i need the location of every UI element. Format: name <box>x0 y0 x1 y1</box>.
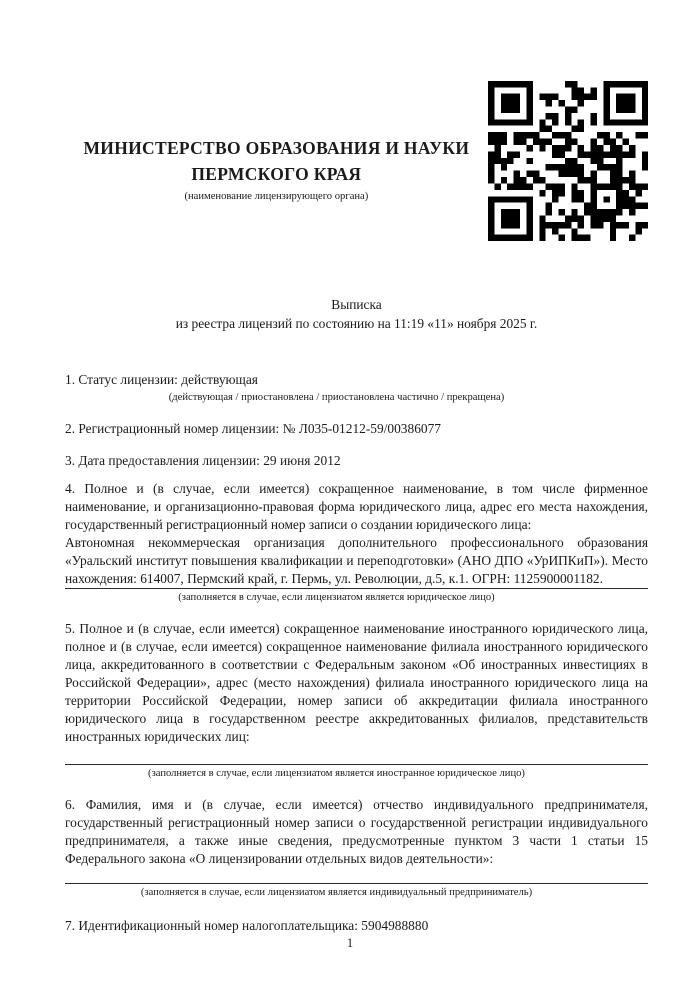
document-title <box>65 295 648 333</box>
foreign-entity-text: 5. Полное и (в случае, если имеется) сокращенное наименование иностранного юридического лица, полное и (в случае, если имеется) сокращенное наименование филиала иностранного юридического лица, аккредитованного в соответствии с Федеральным законом «Об иностранных инвестициях в Российской Федерации», адрес (место нахождения) филиала иностранного юридического лица на территории Российской Федерации, номер записи об аккредитации филиала иностранного юридического лица в государственном реестре аккредитованных филиалов, представительств иностранных юридических лиц: <box>65 621 648 744</box>
item-foreign-entity <box>65 620 648 781</box>
qr-code-icon <box>488 78 648 244</box>
foreign-entity-caption: (заполняется в случае, если лицензиатом является иностранное юридическое лицо) <box>148 768 525 779</box>
ministry-name-line2: ПЕРМСКОГО КРАЯ <box>191 164 362 184</box>
legal-entity-text: 4. Полное и (в случае, если имеется) сокращенное наименование, в том числе фирменное наименование, и организационно-правовая форма юридического лица, адрес его места нахождения, государственный регистрационный номер записи о создании юридического лица: <box>65 481 648 532</box>
item-license-status <box>65 371 648 405</box>
item-grant-date <box>65 452 648 470</box>
ministry-name-line1: МИНИСТЕРСТВО ОБРАЗОВАНИЯ И НАУКИ <box>83 138 470 158</box>
license-status-text: 1. Статус лицензии: действующая <box>65 372 258 387</box>
license-status-caption: (действующая / приостановлена / приостановлена частично / прекращена) <box>168 392 505 403</box>
legal-entity-caption: (заполняется в случае, если лицензиатом является юридическое лицо) <box>178 592 495 603</box>
individual-entrepreneur-text: 6. Фамилия, имя и (в случае, если имеется) отчество индивидуального предпринимателя, государственный регистрационный номер записи о государственной регистрации индивидуального предпринимателя, а также иные сведения, предусмотренные пунктом 3 части 1 статьи 15 Федерального закона «О лицензировании отдельных видов деятельности»: <box>65 797 648 866</box>
ministry-caption: (наименование лицензирующего органа) <box>184 191 369 202</box>
registration-number-text: 2. Регистрационный номер лицензии: № Л035-01212-59/00386077 <box>65 421 441 436</box>
item-taxpayer-number <box>65 917 648 935</box>
fill-line-legal-entity <box>65 588 648 589</box>
page-number: 1 <box>346 936 354 950</box>
individual-entrepreneur-caption: (заполняется в случае, если лицензиатом является индивидуальный предприниматель) <box>140 887 533 898</box>
legal-entity-value: Автономная некоммерческая организация дополнительного профессионального образования «Уральский институт повышения квалификации и переподготовки» (АНО ДПО «УрИПКиП»). Место нахождения: 614007, Пермский край, г. Пермь, ул. Революции, д.5, к.1. ОГРН: 1125900001182. <box>65 535 648 586</box>
taxpayer-number-text: 7. Идентификационный номер налогоплательщика: 5904988880 <box>65 918 429 933</box>
document-title-line1: Выписка <box>331 297 382 312</box>
fill-line-individual <box>65 883 648 884</box>
item-registration-number <box>65 420 648 438</box>
grant-date-text: 3. Дата предоставления лицензии: 29 июня 2012 <box>65 453 341 468</box>
document-title-line2: из реестра лицензий по состоянию на 11:19 «11» ноября 2025 г. <box>175 316 538 331</box>
document-header <box>65 0 648 244</box>
issuing-authority-block <box>65 78 488 204</box>
fill-line-foreign-entity <box>65 764 648 765</box>
item-legal-entity <box>65 480 648 605</box>
item-individual-entrepreneur <box>65 796 648 900</box>
